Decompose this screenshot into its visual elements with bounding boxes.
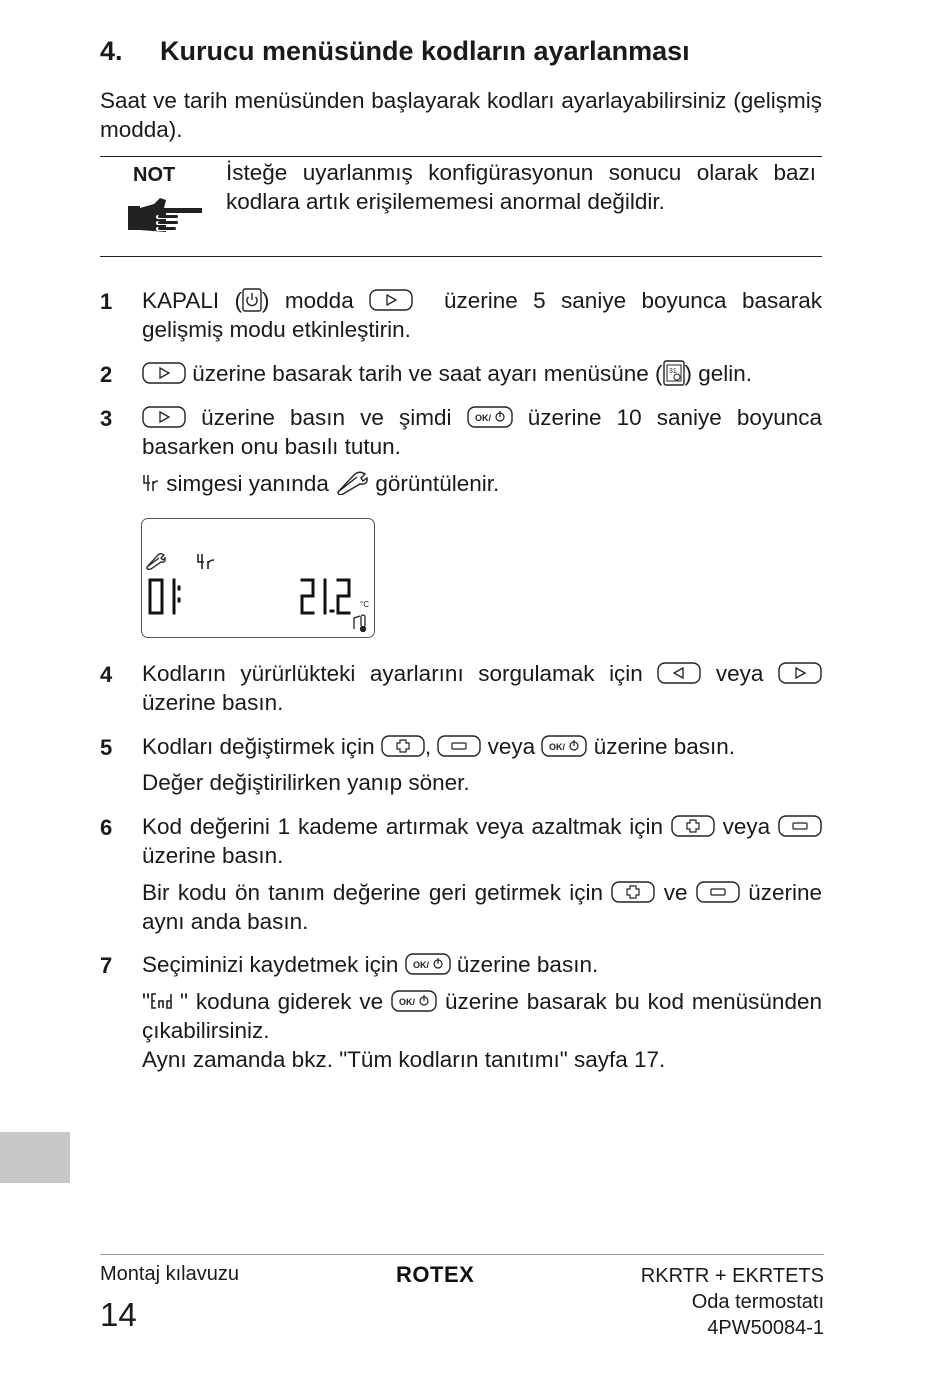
step-6-text: Kod değerini 1 kademe artırmak veya azaltmak için veya üzerine basın. [142, 812, 822, 870]
end-symbol-icon [150, 990, 180, 1012]
step-3-result: simgesi yanında görüntülenir. [142, 469, 822, 498]
lcd-display [141, 518, 375, 638]
step-number: 3 [100, 406, 113, 431]
step-2-text: üzerine basarak tarih ve saat ayarı menüsüne ( 31 ) gelin. [142, 359, 822, 388]
right-arrow-button-icon [778, 662, 822, 684]
ok-button-icon [391, 990, 437, 1012]
svg-text:31: 31 [668, 368, 677, 376]
section-number: 4. [100, 36, 123, 66]
lcd-value-digits [302, 580, 349, 613]
level-symbol-icon [142, 472, 160, 494]
footer-doc-code: 4PW50084-1 [707, 1317, 824, 1339]
step-1-text: KAPALI ( ) modda üzerine 5 saniye boyunca basarak gelişmiş modu etkinleştirin. [142, 288, 822, 342]
right-arrow-button-icon [369, 289, 413, 311]
note-top-rule [100, 156, 822, 157]
plus-button-icon [381, 735, 425, 757]
footer-model: RKRTR + EKRTETS [640, 1265, 824, 1287]
step-number: 7 [100, 953, 113, 978]
svg-text:OK/: OK/ [549, 742, 566, 753]
intro-paragraph: Saat ve tarih menüsünden başlayarak kodları ayarlayabilirsiniz (gelişmiş modda). [100, 88, 822, 142]
wrench-icon [147, 554, 165, 570]
svg-text:OK/: OK/ [412, 960, 429, 971]
right-arrow-button-icon [142, 362, 186, 384]
minus-button-icon [696, 881, 740, 903]
step-5-note: Değer değiştirilirken yanıp söner. [142, 770, 470, 795]
step-7-exit: " " koduna giderek ve OK/ üzerine basarak bu kod menüsünden çıkabilirsiniz. [142, 989, 822, 1043]
lcd-code-digits [150, 580, 179, 613]
right-arrow-button-icon [142, 406, 186, 428]
section-heading [100, 36, 690, 67]
note-text: İsteğe uyarlanmış konfigürasyonun sonucu olarak bazı kodlara artık erişilememesi anormal değildir. [226, 160, 816, 214]
step-number: 6 [100, 815, 113, 840]
plus-button-icon [611, 881, 655, 903]
minus-button-icon [437, 735, 481, 757]
step-number: 1 [100, 289, 113, 314]
rotex-logo [396, 1262, 482, 1291]
page-number: 14 [100, 1296, 137, 1333]
ok-button-icon [467, 406, 513, 428]
pointing-hand-icon [126, 196, 204, 245]
step-6-reset: Bir kodu ön tanım değerine geri getirmek için ve üzerine aynı anda basın. [142, 880, 822, 934]
step-5-text: Kodları değiştirmek için , veya OK/ üzerine basın. [142, 734, 736, 759]
step-number: 5 [100, 735, 113, 760]
step-3-text: üzerine basın ve şimdi OK/ üzerine 10 saniye boyunca basarken onu basılı tutun. [142, 405, 822, 459]
footer-product-info [641, 1263, 824, 1341]
step-7-text: Seçiminizi kaydetmek için OK/ üzerine basın. [142, 952, 599, 977]
plus-button-icon [671, 815, 715, 837]
svg-text:OK/: OK/ [399, 997, 416, 1008]
left-arrow-button-icon [657, 662, 701, 684]
footer-rule [100, 1254, 824, 1255]
lcd-unit: °C [360, 600, 369, 609]
svg-text:OK/: OK/ [474, 413, 491, 424]
ok-button-icon [405, 953, 451, 975]
wrench-icon [335, 471, 369, 495]
chapter-tab [0, 1132, 70, 1183]
calendar-clock-icon [663, 360, 685, 386]
footer-product-name: Oda termostatı [691, 1291, 824, 1313]
section-title: Kurucu menüsünde kodların ayarlanması [160, 36, 690, 66]
ok-button-icon [541, 735, 587, 757]
svg-text:ROTEX: ROTEX [396, 1262, 475, 1286]
power-icon [242, 288, 262, 312]
level-symbol-icon [198, 554, 214, 569]
note-label: NOT [133, 164, 176, 186]
note-bottom-rule [100, 256, 822, 257]
step-number: 2 [100, 362, 113, 387]
minus-button-icon [778, 815, 822, 837]
thermometer-icon [354, 615, 366, 632]
step-number: 4 [100, 662, 113, 687]
step-4-text: Kodların yürürlükteki ayarlarını sorgulamak için veya üzerine basın. [142, 659, 822, 717]
step-7-reference: Aynı zamanda bkz. "Tüm kodların tanıtımı" sayfa 17. [142, 1047, 666, 1072]
footer-manual-title: Montaj kılavuzu [100, 1263, 239, 1285]
